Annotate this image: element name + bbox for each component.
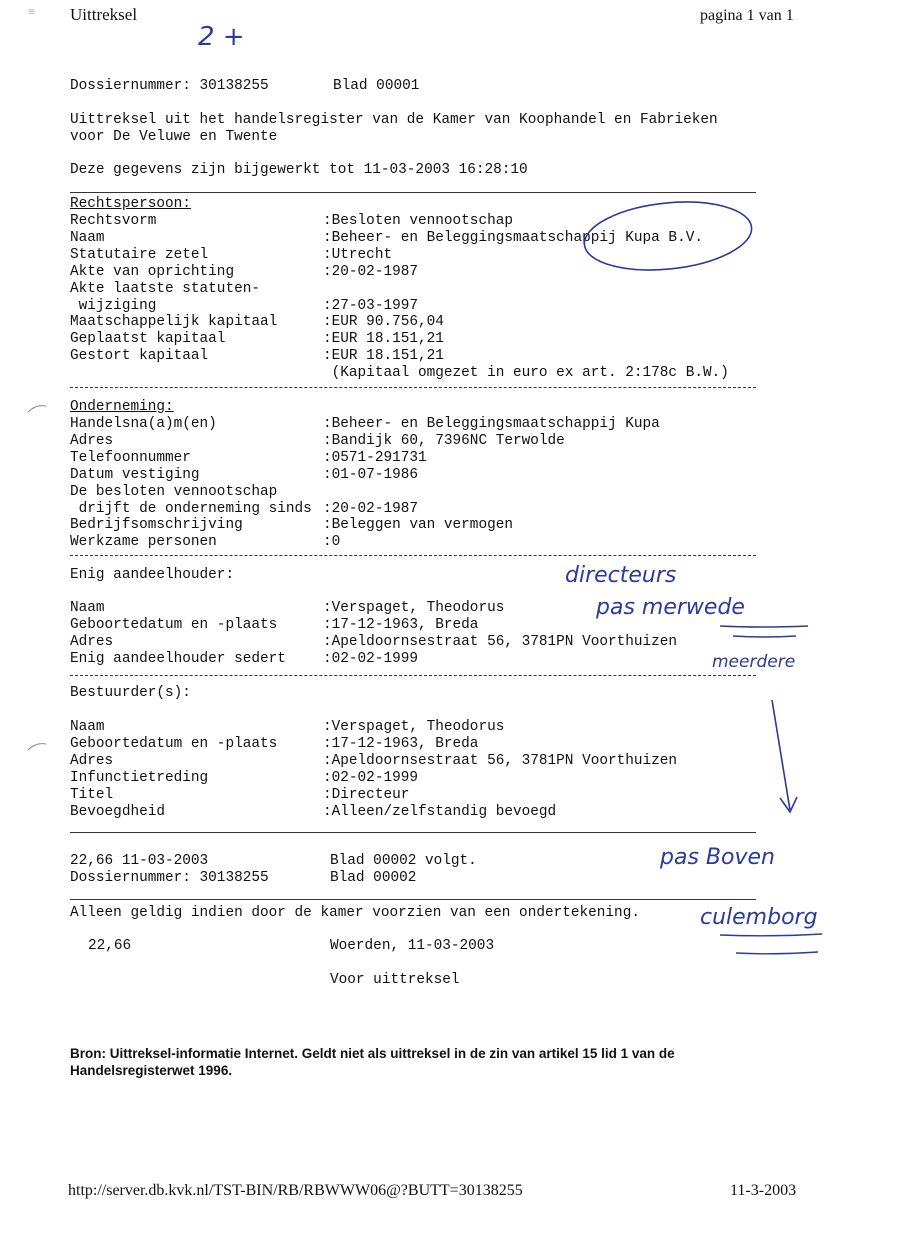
validity-note: Alleen geldig indien door de kamer voorzien van een ondertekening. — [70, 905, 640, 921]
field-value: :Verspaget, Theodorus — [323, 719, 505, 735]
handwriting-top: 2 + — [198, 22, 245, 52]
field-value: :EUR 18.151,21 — [323, 331, 444, 348]
field-label: Adres — [70, 432, 114, 449]
field-value: :0571-291731 — [323, 449, 427, 466]
field-label: Geboortedatum en -plaats — [70, 617, 278, 633]
place-date: Woerden, 11-03-2003 — [330, 938, 495, 954]
field-label: Naam — [70, 229, 105, 246]
divider — [70, 192, 756, 193]
field-value: :17-12-1963, Breda — [323, 735, 479, 752]
divider — [70, 555, 756, 556]
field-value: :0 — [323, 534, 341, 551]
divider — [70, 899, 756, 900]
field-value: :Alleen/zelfstandig bevoegd — [323, 803, 557, 820]
intro-line-2: voor De Veluwe en Twente — [70, 129, 278, 145]
divider — [70, 675, 756, 676]
field-label: Infunctietreding — [70, 769, 209, 786]
blad-footer: Blad 00002 — [330, 870, 417, 886]
handwriting-note4: culemborg — [700, 905, 818, 930]
field-label: Akte van oprichting — [70, 263, 235, 280]
field-value: (Kapitaal omgezet in euro ex art. 2:178c B.W.) — [323, 365, 729, 382]
page-url[interactable]: http://server.db.kvk.nl/TST-BIN/RB/RBWWW06@?BUTT=30138255 — [68, 1182, 523, 1199]
field-label: Titel — [70, 786, 114, 803]
dossier-number-footer: Dossiernummer: 30138255 — [70, 870, 269, 886]
field-value: :Verspaget, Theodorus — [323, 600, 505, 616]
field-label: Statutaire zetel — [70, 246, 209, 263]
page-date: 11-3-2003 — [730, 1182, 797, 1199]
field-value: :20-02-1987 — [323, 263, 418, 280]
header-mark: ≡ — [28, 4, 36, 19]
field-label: Bevoegdheid — [70, 803, 165, 820]
field-value: :01-07-1986 — [323, 466, 418, 483]
field-label: Akte laatste statuten- — [70, 280, 260, 297]
field-label: Werkzame personen — [70, 534, 217, 551]
field-value: :Apeldoornsestraat 56, 3781PN Voorthuizen — [323, 634, 678, 650]
intro-line-1: Uittreksel uit het handelsregister van de Kamer van Koophandel en Fabrieken — [70, 112, 718, 128]
field-value: :Beleggen van vermogen — [323, 517, 513, 534]
field-value: :20-02-1987 — [323, 500, 418, 517]
ink-underline — [720, 934, 822, 936]
updated-line: Deze gegevens zijn bijgewerkt tot 11-03-2003 16:28:10 — [70, 162, 528, 178]
field-value: :Beheer- en Beleggingsmaatschappij Kupa — [323, 416, 660, 432]
blad-number: Blad 00001 — [333, 78, 420, 94]
onderneming-heading: Onderneming: — [70, 399, 174, 415]
field-value: :Directeur — [323, 786, 410, 803]
header-page: pagina 1 van 1 — [700, 7, 794, 24]
field-label: Telefoonnummer — [70, 449, 191, 466]
field-label: Naam — [70, 719, 105, 735]
field-label: Rechtsvorm — [70, 213, 157, 229]
divider — [70, 387, 756, 388]
field-value: :Bandijk 60, 7396NC Terwolde — [323, 432, 565, 449]
ink-underline — [720, 626, 808, 627]
bestuurder-heading: Bestuurder(s): — [70, 685, 191, 701]
handwriting-note3: pas Boven — [660, 845, 775, 870]
field-label: De besloten vennootschap — [70, 483, 278, 500]
dossier-number: Dossiernummer: 30138255 — [70, 78, 269, 94]
field-value: :EUR 90.756,04 — [323, 314, 444, 331]
field-label: Enig aandeelhouder sedert — [70, 651, 286, 667]
field-label: Gestort kapitaal — [70, 348, 209, 365]
field-value: :02-02-1999 — [323, 769, 418, 786]
field-label: Geboortedatum en -plaats — [70, 735, 278, 752]
field-label: Naam — [70, 600, 105, 616]
field-label: Datum vestiging — [70, 466, 200, 483]
voor-uittreksel: Voor uittreksel — [330, 972, 460, 988]
handwriting-note1: pas merwede — [596, 595, 745, 620]
field-label: Adres — [70, 634, 114, 650]
field-value: :02-02-1999 — [323, 651, 418, 667]
field-label: Maatschappelijk kapitaal — [70, 314, 278, 331]
source-note: Bron: Uittreksel-informatie Internet. Geldt niet als uittreksel in de zin van artikel 15 lid 1 van de Handelsregisterwet 1996. — [70, 1046, 675, 1078]
divider — [70, 832, 756, 833]
field-label: Handelsna(a)m(en) — [70, 416, 217, 432]
field-label: wijziging — [70, 297, 157, 314]
fee: 22,66 — [88, 938, 132, 954]
field-value: :Utrecht — [323, 246, 393, 263]
handwriting-directors: directeurs — [565, 563, 677, 588]
field-label: drijft de onderneming sinds — [70, 500, 312, 517]
aandeelhouder-heading: Enig aandeelhouder: — [70, 567, 235, 583]
scan-mark — [28, 406, 46, 412]
ink-underline — [736, 952, 818, 954]
field-value: :Apeldoornsestraat 56, 3781PN Voorthuizen — [323, 752, 678, 769]
rechtspersoon-heading: Rechtspersoon: — [70, 196, 191, 212]
field-value: :17-12-1963, Breda — [323, 617, 479, 633]
field-label: Bedrijfsomschrijving — [70, 517, 243, 534]
header-title: Uittreksel — [70, 5, 138, 24]
field-value: :27-03-1997 — [323, 297, 418, 314]
arrow-down-icon — [772, 700, 797, 812]
fee-date: 22,66 11-03-2003 — [70, 853, 209, 869]
handwriting-note2: meerdere — [712, 652, 796, 672]
field-value: :Beheer- en Beleggingsmaatschappij Kupa B.V. — [323, 229, 703, 246]
field-label: Geplaatst kapitaal — [70, 331, 226, 348]
field-label: Adres — [70, 752, 114, 769]
ink-underline — [733, 636, 796, 637]
scan-mark — [28, 744, 46, 750]
field-value: :EUR 18.151,21 — [323, 348, 444, 365]
field-value: :Besloten vennootschap — [323, 213, 513, 229]
blad-volgt: Blad 00002 volgt. — [330, 853, 477, 869]
